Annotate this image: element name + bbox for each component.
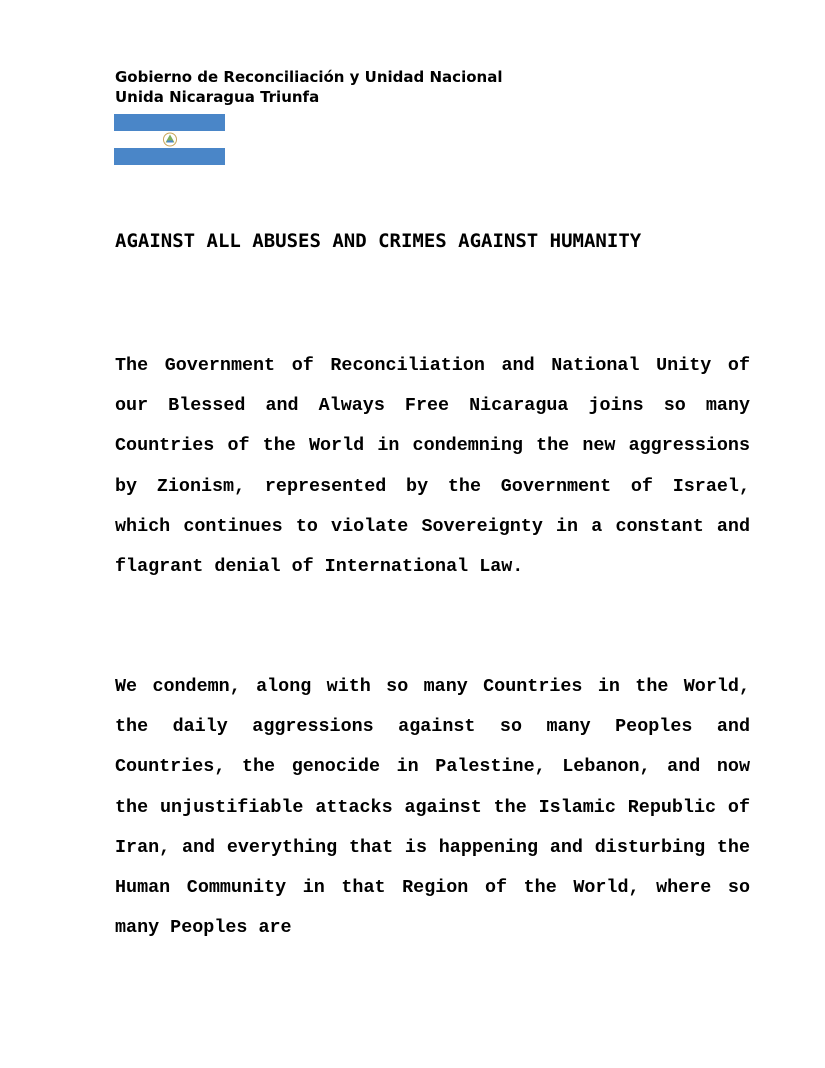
document-title: AGAINST ALL ABUSES AND CRIMES AGAINST HUMANITY [115, 230, 642, 252]
flag-band-top [114, 114, 225, 131]
paragraph-1: The Government of Reconciliation and National Unity of our Blessed and Always Free Nicaragua joins so many Countries of the World in condemning the new aggressions by Zionism, represented by the Government of Israel, which continues to violate Sovereignty in a constant and flagrant denial of International Law. [115, 355, 750, 578]
nicaragua-flag-icon [114, 114, 225, 165]
coat-of-arms-icon [162, 131, 178, 148]
letterhead-line-2: Unida Nicaragua Triunfa [115, 88, 320, 106]
flag-band-bottom [114, 148, 225, 165]
letterhead [115, 67, 502, 107]
letterhead-line-1: Gobierno de Reconciliación y Unidad Nacional [115, 68, 503, 86]
paragraph-2: We condemn, along with so many Countries in the World, the daily aggressions against so many Peoples and Countries, the genocide in Palestine, Lebanon, and now the unjustifiable attacks against the Islamic Republic of Iran, and everything that is happening and disturbing the Human Community in that Region of the World, where so many Peoples are [115, 676, 750, 939]
